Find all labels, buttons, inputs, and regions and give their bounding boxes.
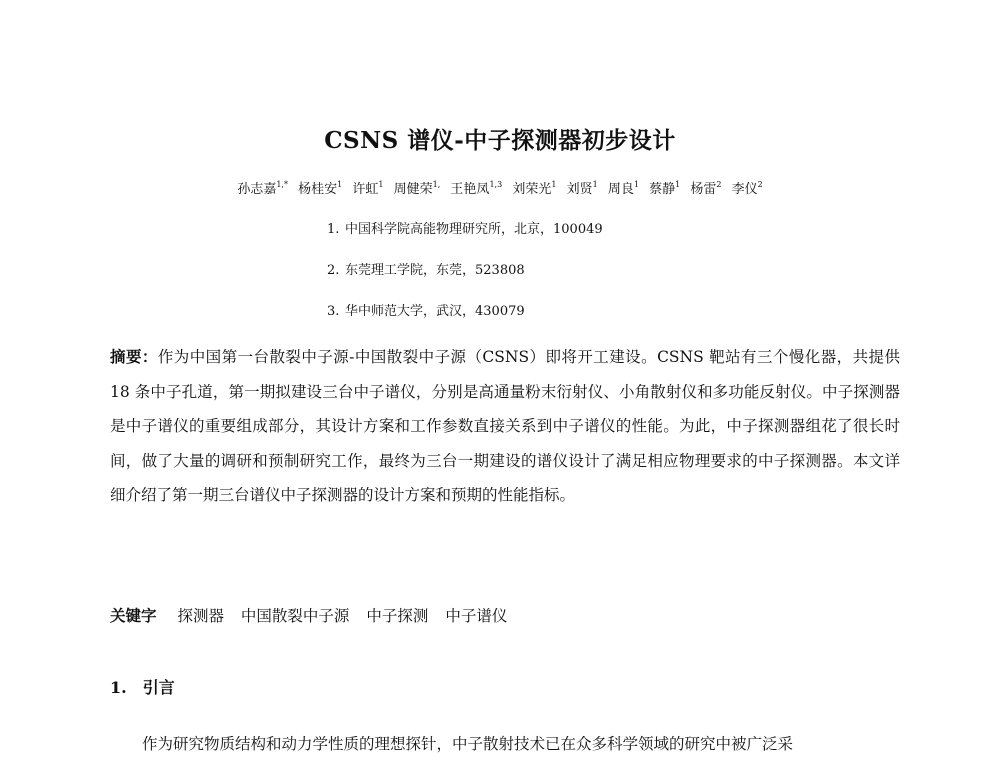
author [608,182,639,197]
affiliation-text: 华中师范大学，武汉，430079 [345,304,525,319]
author-affiliation-mark: 1, [432,180,441,189]
keywords-label: 关键字 [110,606,157,625]
introduction-paragraph: 作为研究物质结构和动力学性质的理想探针，中子散射技术已在众多科学领域的研究中被广泛采 [142,735,794,753]
author-name: 刘荣光 [512,182,552,197]
keyword: 中国散裂中子源 [240,607,350,625]
author [450,182,502,197]
author-list [0,178,1000,197]
keyword: 探测器 [177,607,224,625]
affiliation-text: 东莞理工学院，东莞，523808 [345,263,525,278]
author-name: 刘贤 [566,182,593,197]
author-name: 周良 [607,182,634,197]
affiliation-number: 2. [327,263,340,278]
section-number: 1. [110,678,127,697]
author [512,182,556,197]
author-affiliation-mark: 1 [337,180,343,189]
author-affiliation-mark: 2 [757,180,763,189]
author-affiliation-mark: 1 [633,180,639,189]
section-heading-introduction [110,675,175,698]
abstract [110,340,900,513]
author-affiliation-mark: 1 [592,180,598,189]
author [298,182,342,197]
author-affiliation-mark: 1 [675,180,681,189]
author-name: 李仪 [731,182,758,197]
author-name: 王艳凤 [450,182,490,197]
author [567,182,598,197]
affiliation-number: 1. [327,222,340,237]
author [690,182,721,197]
author-affiliation-mark: 1 [378,180,384,189]
author [732,182,763,197]
affiliation-list [327,222,603,345]
author [352,182,383,197]
author-name: 许虹 [352,182,379,197]
author [649,182,680,197]
author-affiliation-mark: 2 [716,180,722,189]
keywords [110,604,519,626]
abstract-label: 摘要： [110,347,158,366]
author-affiliation-mark: 1,* [276,180,288,189]
author-affiliation-mark: 1 [551,180,557,189]
section-title: 引言 [142,678,175,697]
author [237,182,288,197]
affiliation-text: 中国科学院高能物理研究所，北京，100049 [345,222,603,237]
author-name: 杨桂安 [298,182,338,197]
paper-title: CSNS 谱仪-中子探测器初步设计 [324,127,676,154]
affiliation-number: 3. [327,304,340,319]
affiliation [327,263,603,304]
author-name: 孙志嘉 [237,182,277,197]
author-name: 蔡静 [649,182,676,197]
keyword: 中子谱仪 [445,607,508,625]
author-affiliation-mark: 1,3 [489,180,503,189]
abstract-text: 作为中国第一台散裂中子源-中国散裂中子源（CSNS）即将开工建设。CSNS 靶站有三个慢化器，共提供 18 条中子孔道，第一期拟建设三台中子谱仪，分别是高通量粉末衍射仪、小角散射仪和多功能反射仪。中子探测器是中子谱仪的重要组成部分，其设计方案和工作参数直接关系到中子谱仪的性能。为此，中子探测器组花了很长时间，做了大量的调研和预制研究工作，最终为三台一期建设的谱仪设计了满足相应物理要求的中子探测器。本文详细介绍了第一期三台谱仪中子探测器的设计方案和预期的性能指标。 [110,348,900,504]
author [394,182,441,197]
affiliation [327,304,603,345]
affiliation [327,222,603,263]
author-name: 周健荣 [393,182,433,197]
author-name: 杨雷 [690,182,717,197]
keyword: 中子探测 [366,607,429,625]
